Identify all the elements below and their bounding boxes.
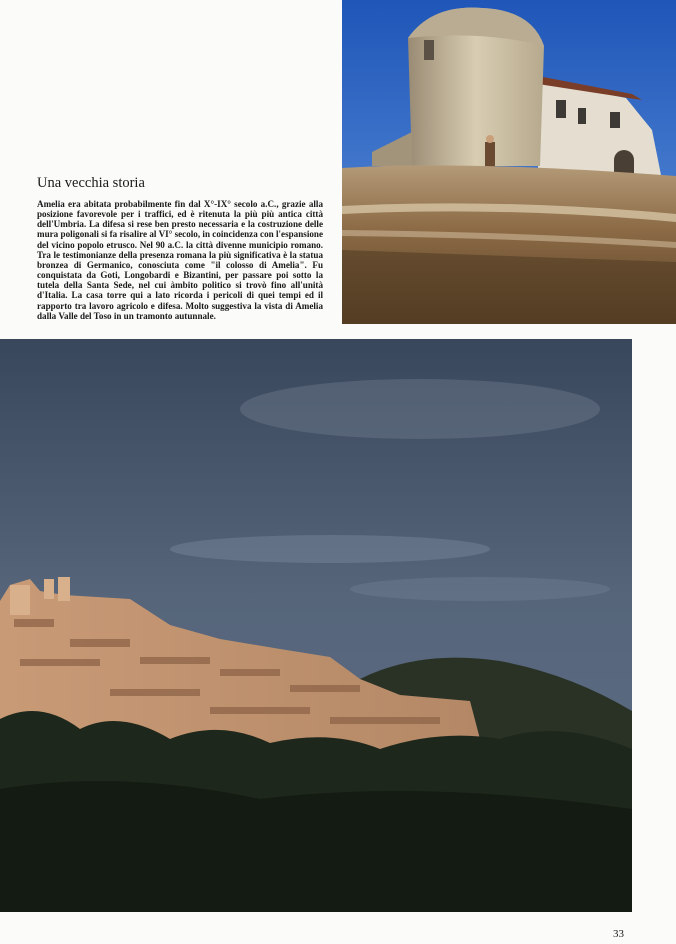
amelia-landscape-photo (0, 339, 632, 912)
article-title: Una vecchia storia (37, 175, 145, 191)
article-body: Amelia era abitata probabilmente fin dal X°-IX° secolo a.C., grazie alla posizione favorevole per i traffici, ed è ritenuta la più più antica città dell'Umbria. La difesa si rese ben presto necessaria e la costruzione delle mura poligonali si fa risalire al VI° secolo, in coincidenza con l'espansione del vicino popolo etrusco. Nel 90 a.C. la città divenne municipio romano. Tra le testimonianze della presenza romana la più significativa è la statua bronzea di Germanico, conosciuta come "il colosso di Amelia". Fu conquistata da Goti, Longobardi e Bizantini, per passare poi sotto la tutela della Santa Sede, nel cui àmbito politico si trovò fino all'unità d'Italia. La casa torre qui a lato ricorda i pericoli di quei tempi ed il rapporto tra lavoro agricolo e difesa. Molto suggestiva la vista di Amelia dalla Valle del Toso in un tramonto autunnale. (37, 199, 323, 321)
page-number: 33 (613, 928, 624, 940)
tower-house-photo (342, 0, 676, 324)
